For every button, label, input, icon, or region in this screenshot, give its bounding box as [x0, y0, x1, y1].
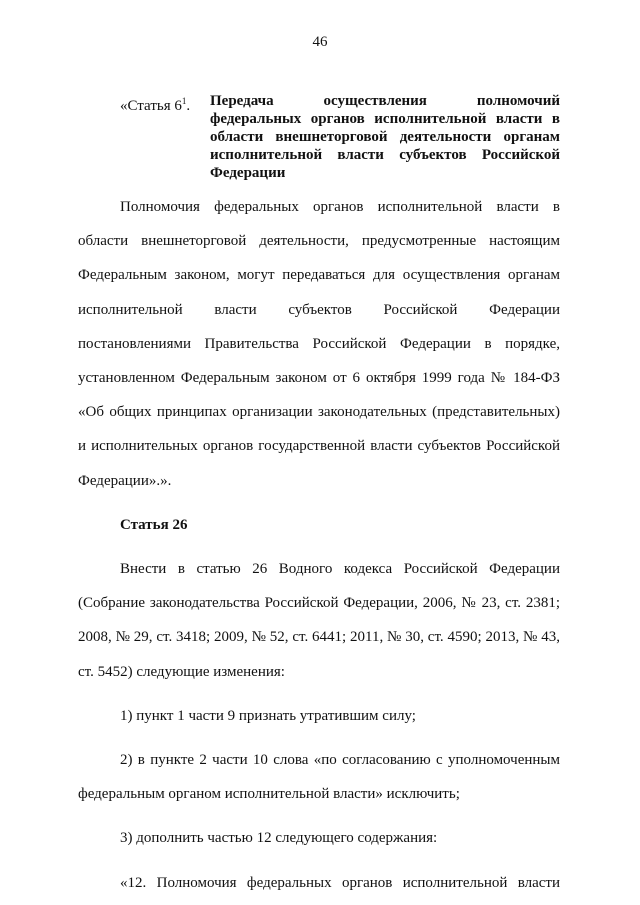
article-26-heading: Статья 26: [120, 516, 188, 533]
paragraph-powers-transfer: Полномочия федеральных органов исполнительной власти в области внешнеторговой деятельности, предусмотренные настоящим Федеральным законом, могут передаваться для осуществления органам исполнительной власти субъектов Российской Федерации постановлениями Правительства Российской Федерации в порядке, установленном Федеральным законом от 6 октября 1999 года № 184-ФЗ «Об общих принципах организации законодательных (представительных) и исполнительных органов государственной власти субъектов Российской Федерации».».: [78, 199, 560, 489]
page-number: 46: [312, 34, 328, 50]
list-item-1: 1) пункт 1 части 9 признать утратившим силу;: [120, 707, 416, 724]
quoted-part-12: «12. Полномочия федеральных органов исполнительной власти: [120, 874, 560, 891]
article-6-1-heading: [120, 92, 560, 182]
article-6-1-label-prefix: «Статья 6: [120, 98, 182, 114]
list-item-3: 3) дополнить частью 12 следующего содержания:: [120, 830, 438, 847]
article-6-1-title: Передача осуществления полномочий федеральных органов исполнительной власти в области внешнеторговой деятельности органам исполнительной власти субъектов Российской Федерации: [210, 93, 560, 181]
article-6-1-label-suffix: .: [186, 98, 191, 114]
article-6-1-label-superscript: 1: [181, 96, 187, 106]
list-item-2: 2) в пункте 2 части 10 слова «по согласованию с уполномоченным федеральным органом исполнительной власти» исключить;: [78, 752, 560, 803]
paragraph-water-code-amendment: Внести в статью 26 Водного кодекса Российской Федерации (Собрание законодательства Российской Федерации, 2006, № 23, ст. 2381; 2008, № 29, ст. 3418; 2009, № 52, ст. 6441; 2011, № 30, ст. 4590; 2013, № 43, ст. 5452) следующие изменения:: [78, 561, 560, 680]
document-body: [78, 190, 560, 900]
article-6-1-label: [120, 92, 210, 182]
